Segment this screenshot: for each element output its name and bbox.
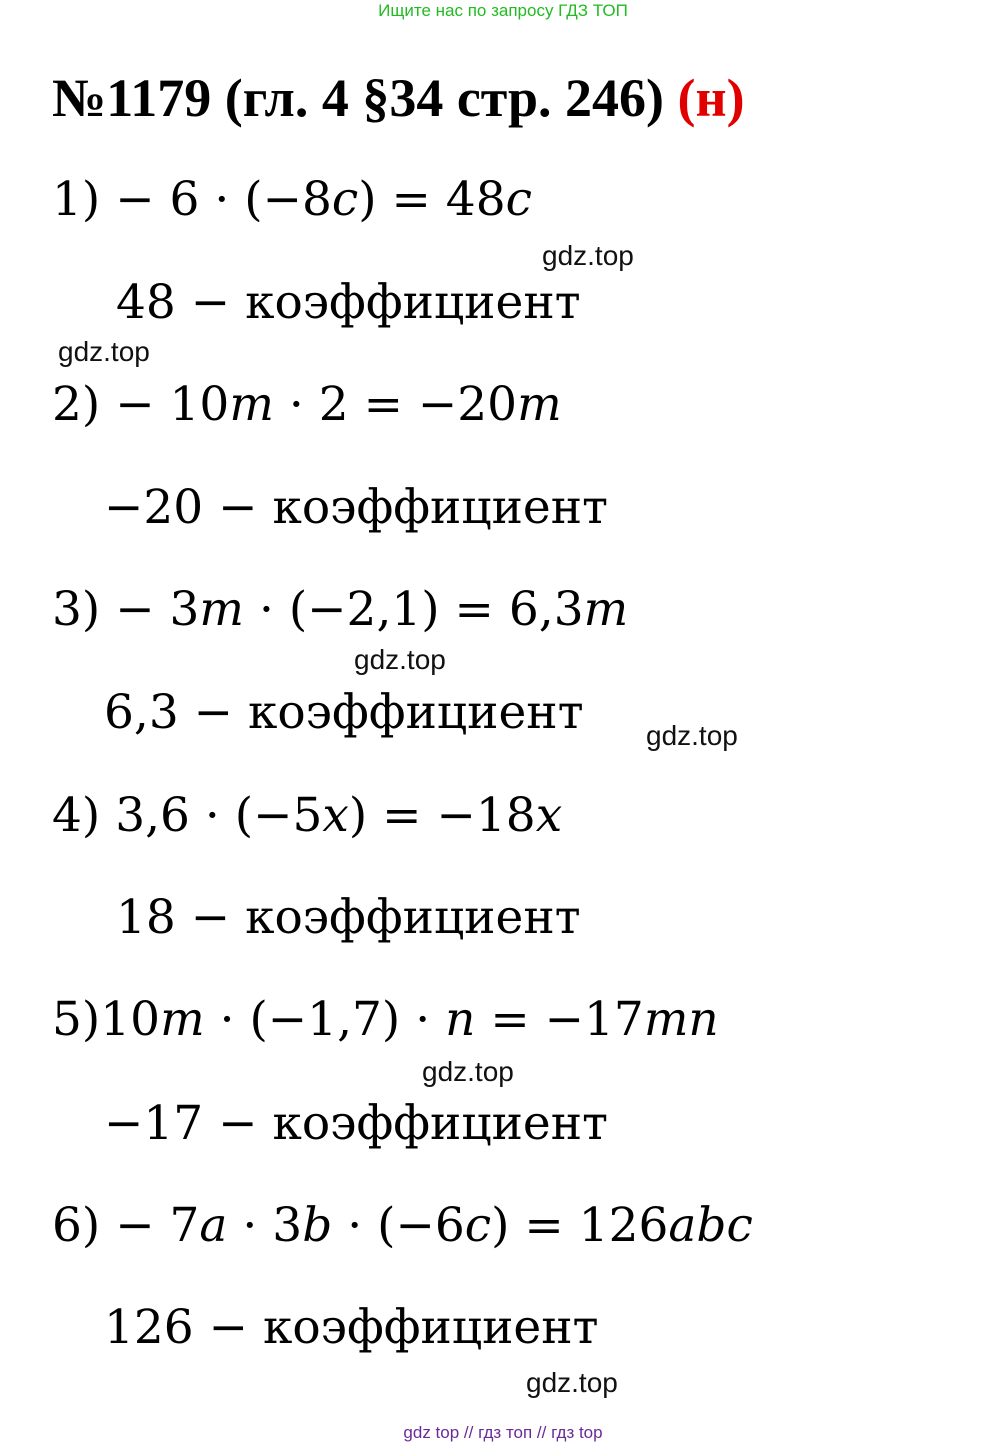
item-number: 6) bbox=[52, 1198, 101, 1253]
coefficient-5: −17 − коэффициент bbox=[104, 1096, 609, 1151]
equation-1: 1) − 6 · (−8c) = 48c bbox=[52, 172, 532, 227]
coefficient-6: 126 − коэффициент bbox=[104, 1300, 599, 1355]
equation-6: 6) − 7a · 3b · (−6c) = 126abc bbox=[52, 1198, 753, 1253]
item-number: 1) bbox=[52, 172, 101, 227]
watermark: gdz.top bbox=[646, 720, 738, 751]
title-main: №1179 (гл. 4 §34 стр. 246) bbox=[52, 68, 665, 128]
title-marker: (н) bbox=[677, 68, 745, 128]
equation-2: 2) − 10m · 2 = −20m bbox=[52, 377, 562, 432]
item-number: 4) bbox=[52, 788, 101, 843]
item-number: 3) bbox=[52, 582, 101, 637]
equation-3: 3) − 3m · (−2,1) = 6,3m bbox=[52, 582, 629, 637]
bottom-banner: gdz top // гдз топ // гдз top bbox=[403, 1423, 603, 1442]
watermark: gdz.top bbox=[542, 240, 634, 271]
item-number: 2) bbox=[52, 377, 101, 432]
watermark: gdz.top bbox=[58, 336, 150, 367]
equation-5: 5)10m · (−1,7) · n = −17mn bbox=[52, 992, 719, 1047]
coefficient-2: −20 − коэффициент bbox=[104, 480, 609, 535]
watermark: gdz.top bbox=[526, 1367, 618, 1398]
page-title bbox=[52, 66, 745, 130]
equation-4: 4) 3,6 · (−5x) = −18x bbox=[52, 788, 563, 843]
coefficient-1: 48 − коэффициент bbox=[116, 275, 581, 330]
coefficient-3: 6,3 − коэффициент bbox=[104, 685, 584, 740]
top-banner: Ищите нас по запросу ГДЗ ТОП bbox=[378, 1, 628, 20]
watermark: gdz.top bbox=[422, 1056, 514, 1087]
item-number: 5) bbox=[52, 992, 101, 1047]
watermark: gdz.top bbox=[354, 644, 446, 675]
coefficient-4: 18 − коэффициент bbox=[116, 890, 581, 945]
